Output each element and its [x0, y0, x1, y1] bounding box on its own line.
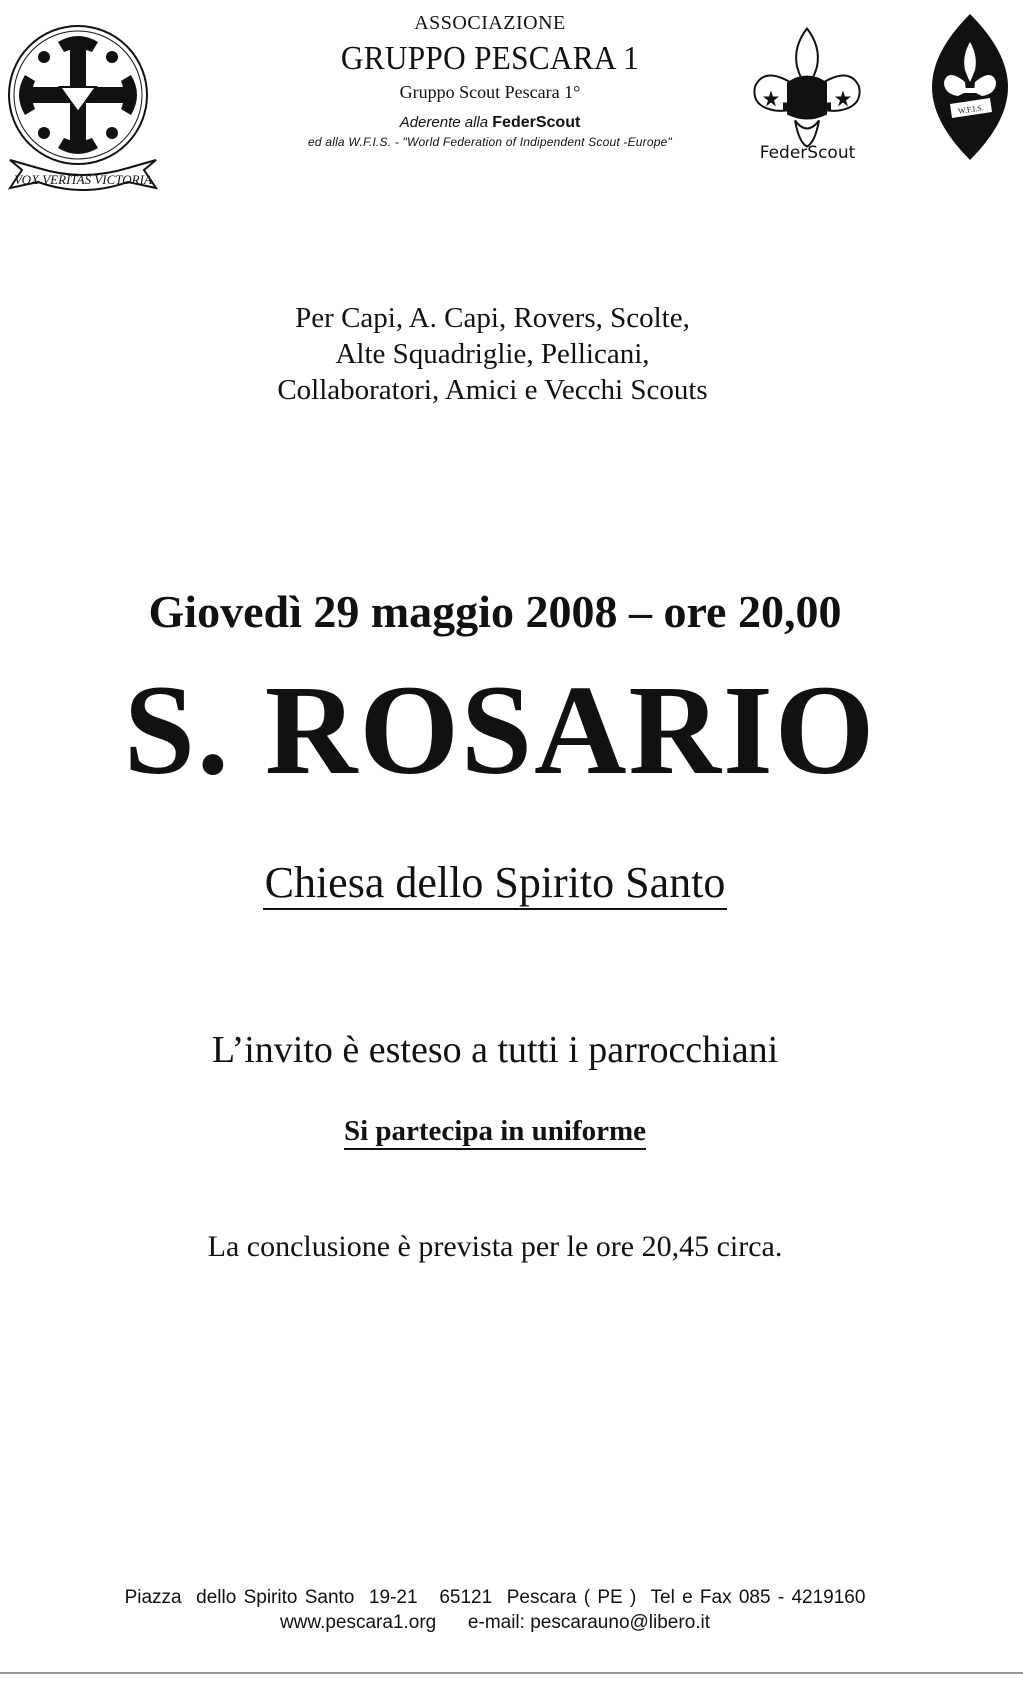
recipients-line-1: Per Capi, A. Capi, Rovers, Scolte,	[295, 302, 690, 334]
recipients-line-3: Collaboratori, Amici e Vecchi Scouts	[277, 374, 708, 406]
wfis-line: ed alla W.F.I.S. - "World Federation of Indipendent Scout -Europe"	[308, 135, 672, 149]
group-name: GRUPPO PESCARA 1	[340, 40, 640, 77]
event-location: Chiesa dello Spirito Santo	[263, 858, 728, 910]
scan-edge-line	[0, 1672, 1023, 1674]
event-location-wrap	[0, 858, 990, 910]
dress-code-wrap	[0, 1115, 990, 1150]
group-subtitle: Gruppo Scout Pescara 1°	[399, 82, 581, 102]
wfis-badge-label: W.F.I.S.	[957, 103, 985, 116]
adherent-org: FederScout	[492, 114, 581, 131]
event-date: Giovedì 29 maggio 2008 – ore 20,00	[148, 586, 842, 637]
association-label: ASSOCIAZIONE	[414, 12, 566, 34]
gruppo-pescara-emblem-icon	[8, 12, 168, 202]
emblem-motto: VOX VERITAS VICTORIA	[14, 172, 152, 187]
dress-code: Si partecipa in uniforme	[344, 1115, 646, 1150]
recipients-line-2: Alte Squadriglie, Pellicani,	[335, 338, 650, 370]
conclusion-text: La conclusione è prevista per le ore 20,45 circa.	[207, 1230, 783, 1263]
event-title: S. ROSARIO	[123, 659, 877, 801]
wfis-badge-icon	[930, 12, 1010, 162]
invite-text: L’invito è esteso a tutti i parrocchiani	[211, 1029, 779, 1071]
footer-web-email: www.pescara1.org e-mail: pescarauno@libero.it	[279, 1612, 711, 1633]
footer-address: Piazza dello Spirito Santo 19-21 65121 Pescara ( PE ) Tel e Fax 085 - 4219160	[124, 1587, 866, 1608]
adherent-line	[250, 114, 730, 132]
adherent-prefix: Aderente alla	[399, 114, 489, 131]
recipients-block	[0, 300, 985, 408]
federscout-label: FederScout	[759, 143, 856, 163]
